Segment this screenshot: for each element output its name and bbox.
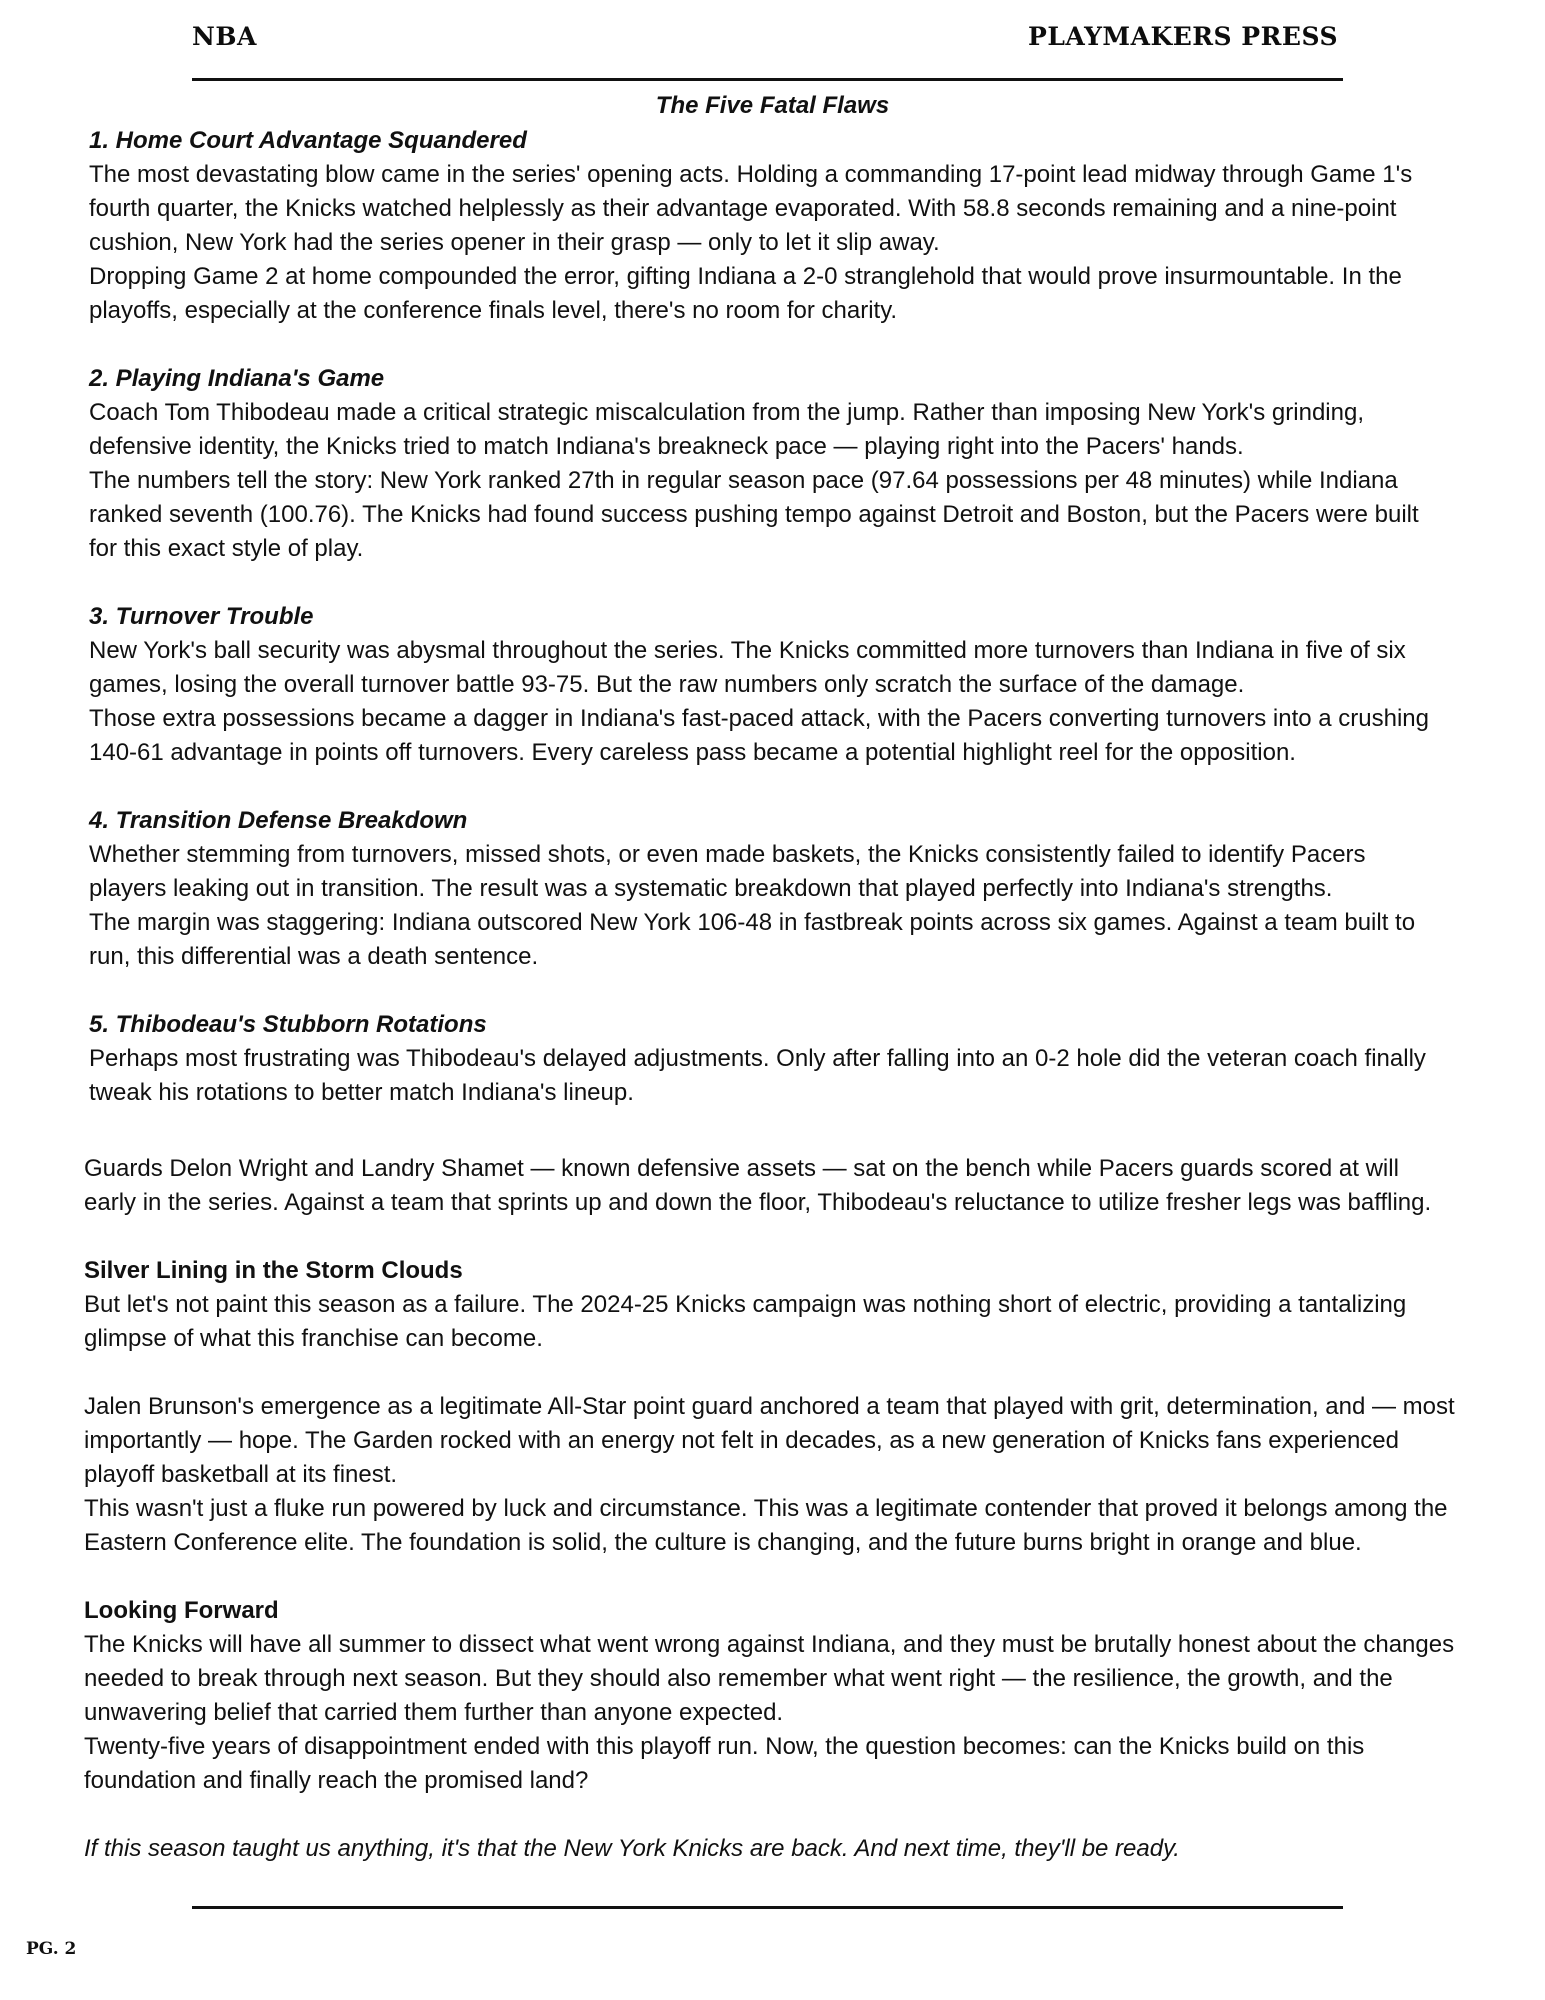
text-line: playoff basketball at its finest. [84,1461,398,1488]
flaw-5 [89,1008,1474,1110]
publication-name: PLAYMAKERS PRESS [1028,22,1338,51]
text-line: Twenty-five years of disappointment ended with this playoff run. Now, the question becomes: can the Knicks build on this [84,1733,1365,1760]
text-line: Jalen Brunson's emergence as a legitimate All-Star point guard anchored a team that played with grit, determination, and — most [84,1393,1455,1420]
header-section-label: NBA [192,22,257,51]
text-line: needed to break through next season. But they should also remember what went right — the resilience, the growth, and the [84,1665,1393,1692]
text-line: tweak his rotations to better match Indiana's lineup. [89,1079,634,1106]
text-line: Coach Tom Thibodeau made a critical strategic miscalculation from the jump. Rather than imposing New York's grinding, [89,399,1364,426]
flaw-heading: 2. Playing Indiana's Game [89,365,385,392]
text-line: The most devastating blow came in the series' opening acts. Holding a commanding 17-point lead midway through Game 1's [89,161,1413,188]
flaw-heading: 1. Home Court Advantage Squandered [89,127,527,154]
flaw-3 [89,600,1474,770]
text-line: unwavering belief that carried them further than anyone expected. [84,1699,784,1726]
flaw-2 [89,362,1474,566]
text-line: This wasn't just a fluke run powered by luck and circumstance. This was a legitimate contender that proved it belongs among the [84,1495,1448,1522]
text-line: Eastern Conference elite. The foundation is solid, the culture is changing, and the future burns bright in orange and blue. [84,1529,1362,1556]
text-line: foundation and finally reach the promised land? [84,1767,589,1794]
text-line: run, this differential was a death sentence. [89,943,539,970]
text-line: The Knicks will have all summer to dissect what went wrong against Indiana, and they must be brutally honest about the changes [84,1631,1455,1658]
flaw-heading: 5. Thibodeau's Stubborn Rotations [89,1011,487,1038]
text-line: cushion, New York had the series opener in their grasp — only to let it slip away. [89,229,940,256]
text-line: Perhaps most frustrating was Thibodeau's delayed adjustments. Only after falling into an 0-2 hole did the veteran coach finally [89,1045,1426,1072]
closing-line: If this season taught us anything, it's that the New York Knicks are back. And next time, they'll be ready. [84,1835,1180,1862]
page-number: PG. 2 [26,1939,77,1959]
text-line: The numbers tell the story: New York ranked 27th in regular season pace (97.64 possessions per 48 minutes) while Indiana [89,467,1398,494]
text-line: early in the series. Against a team that sprints up and down the floor, Thibodeau's reluctance to utilize fresher legs was baffling. [84,1189,1432,1216]
header-rule [192,78,1343,81]
section-heading: Silver Lining in the Storm Clouds [84,1257,463,1284]
text-line: games, losing the overall turnover battle 93-75. But the raw numbers only scratch the surface of the damage. [89,671,1245,698]
text-line: Guards Delon Wright and Landry Shamet — known defensive assets — sat on the bench while Pacers guards scored at will [84,1155,1399,1182]
guards-paragraph [84,1152,1524,1220]
flaws-list [89,124,1474,1110]
text-line: Those extra possessions became a dagger in Indiana's fast-paced attack, with the Pacers converting turnovers into a crushing [89,705,1429,732]
text-line: ranked seventh (100.76). The Knicks had found success pushing tempo against Detroit and Boston, but the Pacers were built [89,501,1419,528]
page-title: The Five Fatal Flaws [655,92,890,119]
section-heading: Looking Forward [84,1597,279,1624]
text-line: 140-61 advantage in points off turnovers. Every careless pass became a potential highlight reel for the opposition. [89,739,1296,766]
text-line: Dropping Game 2 at home compounded the error, gifting Indiana a 2-0 stranglehold that would prove insurmountable. In the [89,263,1402,290]
text-line: glimpse of what this franchise can become. [84,1325,543,1352]
text-line: But let's not paint this season as a failure. The 2024-25 Knicks campaign was nothing short of electric, providing a tantalizing [84,1291,1407,1318]
text-line: players leaking out in transition. The result was a systematic breakdown that played perfectly into Indiana's strengths. [89,875,1333,902]
text-line: fourth quarter, the Knicks watched helplessly as their advantage evaporated. With 58.8 seconds remaining and a nine-point [89,195,1397,222]
flaw-4 [89,804,1474,974]
footer-rule [192,1906,1343,1909]
silver-lining-section [84,1254,1524,1560]
text-line: New York's ball security was abysmal throughout the series. The Knicks committed more turnovers than Indiana in five of six [89,637,1406,664]
flaw-heading: 3. Turnover Trouble [89,603,314,630]
text-line: for this exact style of play. [89,535,364,562]
text-line: playoffs, especially at the conference finals level, there's no room for charity. [89,297,898,324]
looking-forward-section [84,1594,1524,1866]
flaw-heading: 4. Transition Defense Breakdown [89,807,468,834]
text-line: importantly — hope. The Garden rocked with an energy not felt in decades, as a new generation of Knicks fans experienced [84,1427,1399,1454]
text-line: Whether stemming from turnovers, missed shots, or even made baskets, the Knicks consistently failed to identify Pacers [89,841,1366,868]
flaw-1 [89,124,1474,328]
text-line: The margin was staggering: Indiana outscored New York 106-48 in fastbreak points across six games. Against a team built to [89,909,1416,936]
text-line: defensive identity, the Knicks tried to match Indiana's breakneck pace — playing right into the Pacers' hands. [89,433,1244,460]
